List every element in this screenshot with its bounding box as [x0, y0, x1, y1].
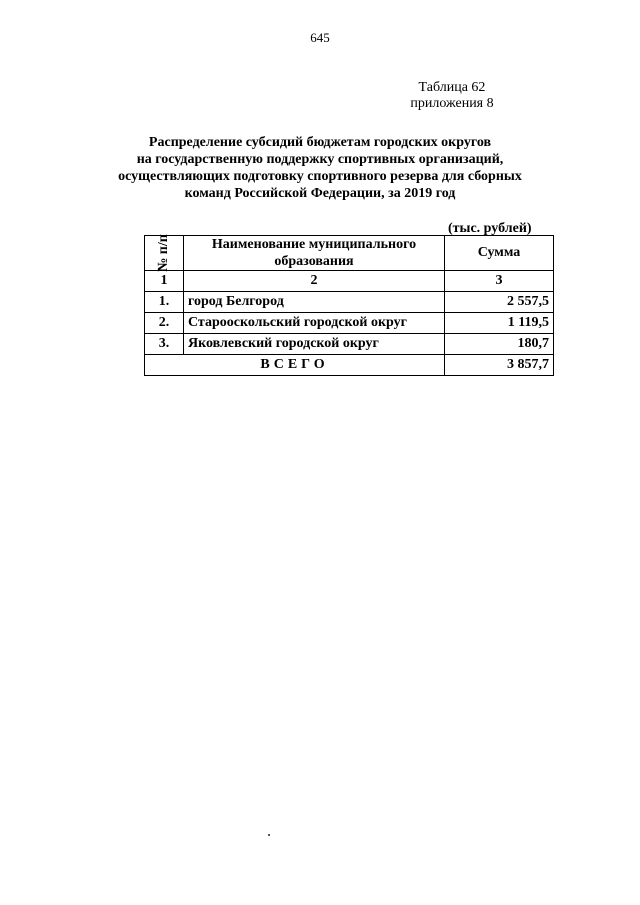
- title-line: команд Российской Федерации, за 2019 год: [184, 186, 456, 201]
- header-name: Наименование муниципального образования: [184, 236, 445, 271]
- column-number-row: [145, 271, 554, 292]
- row-num: 3.: [145, 334, 184, 355]
- row-sum: 2 557,5: [445, 292, 554, 313]
- table-caption: [397, 80, 507, 112]
- column-number: 1: [145, 271, 184, 292]
- header-num: [145, 236, 184, 271]
- scan-speck: [268, 834, 270, 836]
- column-number: 2: [184, 271, 445, 292]
- document-title: [100, 134, 540, 202]
- title-line: на государственную поддержку спортивных организаций,: [136, 152, 504, 167]
- total-sum: 3 857,7: [445, 355, 554, 376]
- column-number: 3: [445, 271, 554, 292]
- table-row: [145, 292, 554, 313]
- subsidy-table: [144, 235, 554, 376]
- total-row: [145, 355, 554, 376]
- row-sum: 180,7: [445, 334, 554, 355]
- header-num-label: № п/п: [156, 234, 171, 272]
- title-line: Распределение субсидий бюджетам городских округов: [148, 135, 492, 150]
- table-caption-line: Таблица 62: [418, 80, 486, 95]
- table-row: [145, 313, 554, 334]
- row-name: Старооскольский городской округ: [184, 313, 445, 334]
- row-sum: 1 119,5: [445, 313, 554, 334]
- total-label: ВСЕГО: [145, 355, 445, 376]
- page-number: 645: [310, 30, 330, 45]
- title-line: осуществляющих подготовку спортивного резерва для сборных: [118, 169, 522, 184]
- units-label: (тыс. рублей): [448, 221, 532, 236]
- header-sum: Сумма: [445, 236, 554, 271]
- row-name: город Белгород: [184, 292, 445, 313]
- table-row: [145, 334, 554, 355]
- row-name: Яковлевский городской округ: [184, 334, 445, 355]
- table-caption-line: приложения 8: [410, 96, 494, 111]
- table-header-row: [145, 236, 554, 271]
- row-num: 1.: [145, 292, 184, 313]
- row-num: 2.: [145, 313, 184, 334]
